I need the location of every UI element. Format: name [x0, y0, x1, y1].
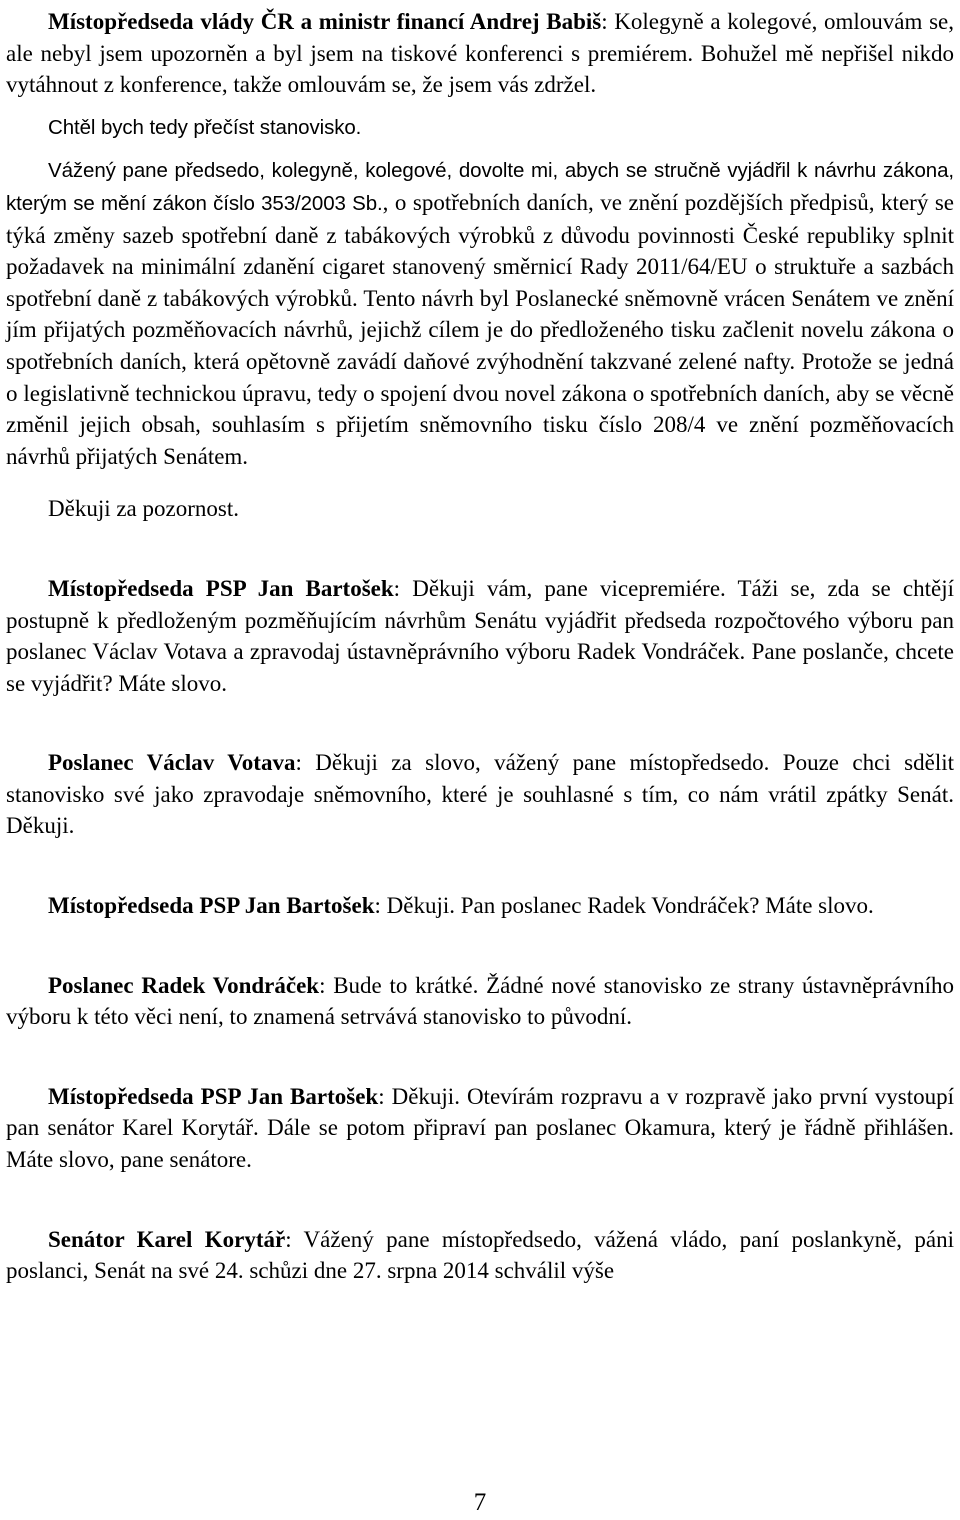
speaker-name: Poslanec Radek Vondráček	[48, 972, 320, 998]
speech-text-sans: Vážený pane předsedo, kolegyně, kolegové, dovolte mi, abych se stručně vyjádřil k návrhu zákona, kterým se mění zákon číslo 353/2003 Sb.	[6, 159, 954, 215]
speaker-name: Místopředseda PSP Jan Bartošek	[48, 893, 375, 919]
paragraph-vondracek	[6, 970, 954, 1033]
speech-text: : Děkuji. Otevírám rozpravu a v rozpravě jako první vystoupí pan senátor Karel Korytář. Dále se potom připraví pan poslanec Okamura, který je řádně přihlášen. Máte slovo, pane senátore.	[6, 1083, 954, 1173]
speech-text: Chtěl bych tedy přečíst stanovisko.	[48, 115, 362, 139]
speaker-name: Místopředseda PSP Jan Bartošek	[48, 1083, 379, 1109]
speech-text: : Vážený pane místopředsedo, vážená vládo, paní poslankyně, páni poslanci, Senát na své 24. schůzi dne 27. srpna 2014 schválil výše	[6, 1226, 954, 1284]
speech-text: , o spotřebních daních, ve znění pozdějších předpisů, který se týká změny sazeb spotřební daně z tabákových výrobků z důvodu povinnosti České republiky splnit požadavek na minimální zdanění cigaret stanovený směrnicí Rady 2011/64/EU o struktuře a sazbách spotřební daně z tabákových výrobků. Tento návrh byl Poslanecké sněmovně vrácen Senátem ve znění jím přijatých pozměňovacích návrhů, jejichž cílem je do předloženého tisku začlenit novelu zákona o spotřebních daních, která opětovně zavádí daňové zvýhodnění takzvané zelené nafty. Protože se jedná o legislativně technickou úpravu, tedy o spojení dvou novel zákona o spotřebních daních, aby se věcně změnil jejich obsah, souhlasím s přijetím sněmovního tisku číslo 208/4 ve znění pozměňovacích návrhů přijatých Senátem.	[6, 189, 954, 469]
paragraph-bartosek-1	[6, 573, 954, 699]
speech-text: : Děkuji vám, pane vicepremiére. Táži se, zda se chtějí postupně k předloženým pozměňujícím návrhům Senátu vyjádřit předseda rozpočtového výboru pan poslanec Václav Votava a zpravodaj ústavněprávního výboru Radek Vondráček. Pane poslanče, chcete se vyjádřit? Máte slovo.	[6, 575, 954, 696]
speaker-name: Místopředseda PSP Jan Bartošek	[48, 575, 394, 601]
paragraph-statement-intro	[6, 112, 954, 144]
paragraph-bartosek-2	[6, 890, 954, 922]
paragraph-babis-intro	[6, 6, 954, 101]
speaker-name: Poslanec Václav Votava	[48, 750, 296, 776]
paragraph-statement	[6, 154, 954, 472]
transcript-body	[6, 6, 954, 1287]
speech-text: : Bude to krátké. Žádné nové stanovisko ze strany ústavněprávního výboru k této věci není, to znamená setrvává stanovisko to původní.	[6, 972, 954, 1030]
paragraph-votava	[6, 747, 954, 842]
speech-text: Děkuji za pozornost.	[48, 496, 239, 522]
speech-text: : Kolegyně a kolegové, omlouvám se, ale nebyl jsem upozorněn a byl jsem na tiskové konferenci s premiérem. Bohužel mě nepřišel nikdo vytáhnout z konference, takže omlouvám se, že jsem vás zdržel.	[6, 9, 954, 98]
page-number: 7	[473, 1489, 487, 1516]
paragraph-bartosek-3	[6, 1081, 954, 1176]
speech-text: : Děkuji za slovo, vážený pane místopředsedo. Pouze chci sdělit stanovisko své jako zpravodaje sněmovního, které je souhlasné s tím, co nám vrátil zpátky Senát. Děkuji.	[6, 750, 954, 839]
speaker-name: Místopředseda vlády ČR a ministr financí Andrej Babiš	[48, 9, 602, 34]
speech-text: : Děkuji. Pan poslanec Radek Vondráček? Máte slovo.	[374, 893, 874, 919]
paragraph-korytar	[6, 1224, 954, 1287]
speaker-name: Senátor Karel Korytář	[48, 1226, 286, 1252]
paragraph-thanks	[6, 493, 954, 525]
